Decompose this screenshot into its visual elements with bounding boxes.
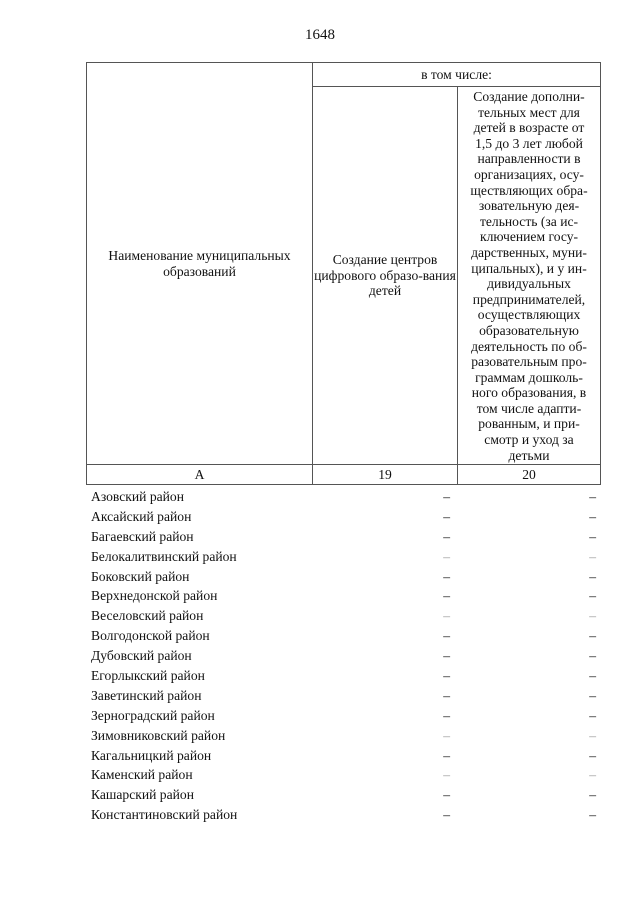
table-row <box>86 726 600 746</box>
row-name: Дубовский район <box>91 648 192 664</box>
table-row <box>86 646 600 666</box>
code-19: 19 <box>313 465 458 485</box>
row-value-20: – <box>589 528 596 544</box>
row-value-19: – <box>443 528 450 544</box>
header-col-20-line: детей в возрасте от <box>473 120 585 136</box>
row-value-19: – <box>443 747 450 763</box>
header-col-20-line: дарственных, муни- <box>471 244 587 260</box>
row-value-19: – <box>443 687 450 703</box>
row-value-19: – <box>443 568 450 584</box>
table-row <box>86 666 600 686</box>
header-col-20-line: 1,5 до 3 лет любой <box>475 135 583 151</box>
row-name: Зимовниковский район <box>91 727 226 743</box>
header-name-column: Наименование муниципальных образований <box>87 63 313 465</box>
row-value-20: – <box>589 548 596 564</box>
header-including: в том числе: <box>313 63 601 87</box>
row-value-19: – <box>443 508 450 524</box>
header-col-20-line: деятельность по об- <box>471 338 587 354</box>
header-col-20-line: дивидуальных <box>487 276 571 292</box>
header-col-20-line: тельных мест для <box>478 104 580 120</box>
row-value-20: – <box>589 588 596 604</box>
row-value-19: – <box>443 628 450 644</box>
row-name: Боковский район <box>91 568 190 584</box>
row-name: Волгодонской район <box>91 628 210 644</box>
row-value-19: – <box>443 787 450 803</box>
header-col-20-line: тельность (за ис- <box>479 213 579 229</box>
header-col-20-line: граммам дошколь- <box>475 369 583 385</box>
table-row <box>86 706 600 726</box>
row-value-20: – <box>589 727 596 743</box>
header-col-20-line: рованным, и при- <box>478 416 580 432</box>
row-name: Багаевский район <box>91 528 194 544</box>
header-col-20-line: ключением госу- <box>479 229 579 245</box>
row-value-19: – <box>443 588 450 604</box>
code-20: 20 <box>458 465 601 485</box>
table-row <box>86 686 600 706</box>
header-col-20-line: том числе адапти- <box>476 400 582 416</box>
row-name: Кагальницкий район <box>91 747 212 763</box>
row-name: Заветинский район <box>91 687 202 703</box>
row-value-19: – <box>443 767 450 783</box>
table-row <box>86 547 600 567</box>
header-col-20-line: предпринимателей, <box>472 291 586 307</box>
row-name: Азовский район <box>91 488 185 504</box>
row-value-20: – <box>589 488 596 504</box>
header-col-20-line: ществляющих обра- <box>470 182 588 198</box>
row-name: Веселовский район <box>91 608 204 624</box>
header-col-20-line: образовательную <box>479 322 579 338</box>
header-col-20-line: организациях, осу- <box>474 166 584 182</box>
header-col-19: Создание центров цифрового образо-вания детей <box>313 87 458 465</box>
row-value-20: – <box>589 508 596 524</box>
table-row <box>86 626 600 646</box>
row-value-20: – <box>589 747 596 763</box>
row-value-19: – <box>443 608 450 624</box>
row-name: Егорлыкский район <box>91 667 205 683</box>
header-col-20-line: детьми <box>508 447 550 463</box>
code-name: А <box>87 465 313 485</box>
table-row <box>86 805 600 825</box>
row-name: Кашарский район <box>91 787 194 803</box>
row-name: Аксайский район <box>91 508 192 524</box>
header-col-20-line: разовательным про- <box>471 354 587 370</box>
table-row <box>86 606 600 626</box>
row-name: Белокалитвинский район <box>91 548 237 564</box>
row-value-20: – <box>589 628 596 644</box>
header-col-20-line: осуществляющих <box>477 307 581 323</box>
row-value-19: – <box>443 807 450 823</box>
row-value-19: – <box>443 488 450 504</box>
row-value-19: – <box>443 727 450 743</box>
row-name: Константиновский район <box>91 807 238 823</box>
table-row <box>86 785 600 805</box>
table-header <box>86 62 601 485</box>
row-value-20: – <box>589 767 596 783</box>
header-col-20-line: направленности в <box>477 151 581 167</box>
header-col-20 <box>458 87 601 465</box>
row-value-20: – <box>589 568 596 584</box>
row-value-20: – <box>589 807 596 823</box>
row-value-20: – <box>589 648 596 664</box>
table-row <box>86 507 600 527</box>
row-name: Зерноградский район <box>91 707 215 723</box>
page-number: 1648 <box>305 27 335 43</box>
header-col-20-line: Создание дополни- <box>473 89 585 104</box>
table-row <box>86 765 600 785</box>
table-row <box>86 527 600 547</box>
table-row <box>86 487 600 507</box>
row-value-19: – <box>443 548 450 564</box>
row-name: Верхнедонской район <box>91 588 218 604</box>
table-row <box>86 567 600 587</box>
row-value-20: – <box>589 787 596 803</box>
row-value-19: – <box>443 648 450 664</box>
row-value-20: – <box>589 608 596 624</box>
header-col-20-line: ного образования, в <box>471 385 587 401</box>
header-col-20-line: зовательную дея- <box>478 198 580 214</box>
row-value-19: – <box>443 707 450 723</box>
row-name: Каменский район <box>91 767 193 783</box>
row-value-19: – <box>443 667 450 683</box>
header-col-20-line: ципальных), и у ин- <box>471 260 587 276</box>
row-value-20: – <box>589 667 596 683</box>
header-col-20-line: смотр и уход за <box>484 432 574 448</box>
header-col-20-text <box>458 89 600 463</box>
table-body <box>86 487 600 825</box>
row-value-20: – <box>589 687 596 703</box>
row-value-20: – <box>589 707 596 723</box>
table-row <box>86 746 600 766</box>
table-row <box>86 586 600 606</box>
